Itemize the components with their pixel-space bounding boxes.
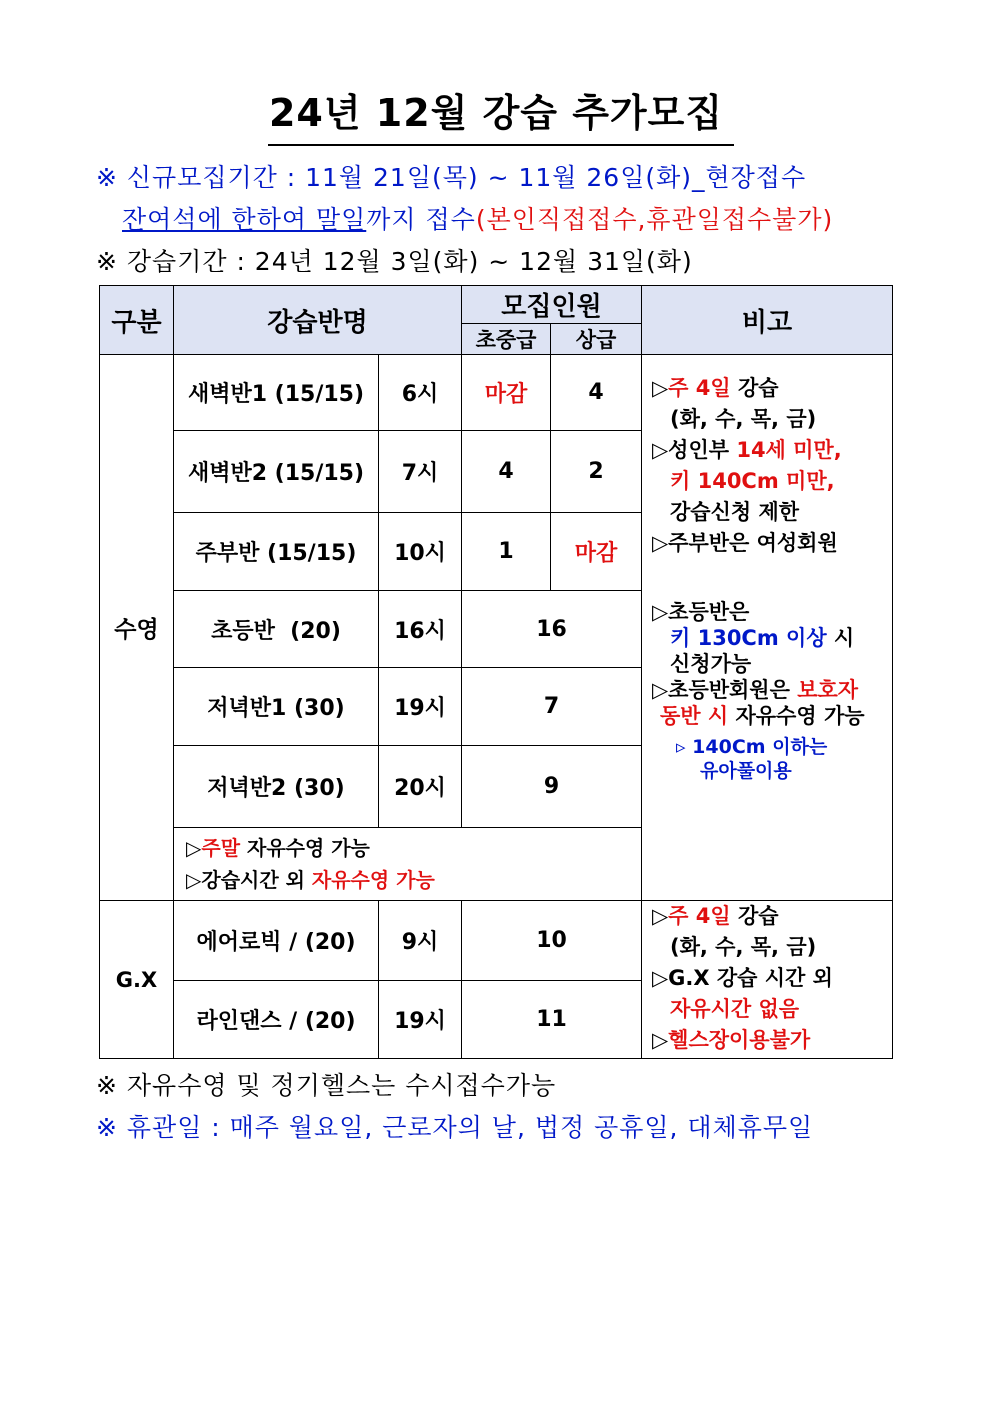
count-total: 11 — [462, 981, 642, 1059]
note-text: G.X 강습 시간 외 — [668, 966, 833, 990]
note-text: 14세 미만, — [736, 438, 842, 462]
header-category: 구분 — [100, 286, 174, 355]
swim-remarks — [642, 355, 893, 901]
note-text: 자유수영 가능 — [240, 836, 370, 860]
class-name: 주부반 (15/15) — [174, 513, 379, 591]
note-text: 140Cm 이하는 — [692, 736, 828, 758]
header-level-upper: 상급 — [551, 324, 642, 355]
note-text: 강습신청 제한 — [670, 500, 800, 524]
note-text: 유아풀이용 — [700, 760, 792, 782]
remaining-seats-notice — [122, 200, 833, 236]
count-basic: 4 — [462, 431, 551, 513]
free-swim-notes — [174, 828, 642, 901]
count-upper: 마감 — [551, 513, 642, 591]
triangle-bullet-icon: ▷ — [186, 868, 202, 892]
triangle-bullet-icon: ▷ — [652, 438, 669, 462]
remaining-seats-text: 잔여석에 한하여 말일 — [122, 205, 367, 234]
note-text: 시 — [826, 626, 855, 650]
class-name: 새벽반2 (15/15) — [174, 431, 379, 513]
note-text: (화, 수, 목, 금) — [670, 935, 817, 959]
note-text: 동반 시 — [660, 704, 729, 728]
note-text: 신청가능 — [670, 652, 752, 676]
title-underline — [268, 144, 734, 146]
class-time: 16시 — [379, 591, 462, 668]
triangle-bullet-icon: ▷ — [652, 678, 669, 702]
table-row — [100, 901, 893, 981]
note-text: 강습 — [730, 904, 779, 928]
note-text: 초등반은 — [668, 600, 750, 624]
class-time: 20시 — [379, 746, 462, 828]
note-text: 주말 — [201, 836, 241, 860]
class-time: 6시 — [379, 355, 462, 431]
class-time: 9시 — [379, 901, 462, 981]
class-name: 저녁반1 (30) — [174, 668, 379, 746]
count-upper: 4 — [551, 355, 642, 431]
note-text: 강습 — [730, 376, 779, 400]
count-total: 9 — [462, 746, 642, 828]
class-time: 19시 — [379, 668, 462, 746]
header-class-name: 강습반명 — [174, 286, 462, 355]
class-name: 라인댄스 / (20) — [174, 981, 379, 1059]
note-text: 초등반회원은 — [668, 678, 798, 702]
registration-period: ※ 신규모집기간 : 11월 21일(목) ~ 11월 26일(화)_현장접수 — [96, 163, 807, 192]
small-triangle-bullet-icon: ▹ — [676, 736, 686, 758]
note-text: 주 4일 — [668, 904, 731, 928]
class-name: 저녁반2 (30) — [174, 746, 379, 828]
schedule-table — [99, 285, 893, 1059]
gx-remarks — [642, 901, 893, 1059]
note-text: 자유시간 없음 — [670, 997, 800, 1021]
page-title: 24년 12월 강습 추가모집 — [268, 91, 724, 135]
note-text: 주부반은 여성회원 — [668, 531, 838, 555]
class-name: 새벽반1 (15/15) — [174, 355, 379, 431]
header-level-basic: 초중급 — [462, 324, 551, 355]
triangle-bullet-icon: ▷ — [652, 1028, 669, 1052]
category-gx: G.X — [100, 901, 174, 1059]
header-recruit: 모집인원 — [462, 286, 642, 324]
class-time: 7시 — [379, 431, 462, 513]
note-text: 강습시간 외 — [201, 868, 312, 892]
header-row — [100, 286, 893, 324]
triangle-bullet-icon: ▷ — [652, 966, 669, 990]
count-total: 7 — [462, 668, 642, 746]
note-text: 헬스장이용불가 — [668, 1028, 811, 1052]
class-time: 10시 — [379, 513, 462, 591]
count-basic: 마감 — [462, 355, 551, 431]
count-basic: 1 — [462, 513, 551, 591]
class-name: 에어로빅 / (20) — [174, 901, 379, 981]
category-swim: 수영 — [100, 355, 174, 901]
registration-conditions: (본인직접접수,휴관일접수불가) — [475, 205, 834, 234]
count-total: 10 — [462, 901, 642, 981]
class-period: ※ 강습기간 : 24년 12월 3일(화) ~ 12월 31일(화) — [96, 247, 693, 276]
footer-note-registration: ※ 자유수영 및 정기헬스는 수시접수가능 — [96, 1071, 557, 1100]
footer-note-closed-days: ※ 휴관일 : 매주 월요일, 근로자의 날, 법정 공휴일, 대체휴무일 — [96, 1113, 814, 1142]
triangle-bullet-icon: ▷ — [652, 531, 669, 555]
triangle-bullet-icon: ▷ — [186, 836, 202, 860]
note-text: 보호자 — [797, 678, 859, 702]
class-time: 19시 — [379, 981, 462, 1059]
remaining-seats-rest: 까지 접수 — [366, 205, 476, 234]
count-total: 16 — [462, 591, 642, 668]
class-name: 초등반 (20) — [174, 591, 379, 668]
note-spacer — [652, 559, 888, 599]
triangle-bullet-icon: ▷ — [652, 904, 669, 928]
note-text: 성인부 — [668, 438, 737, 462]
note-text: 키 140Cm 미만, — [670, 469, 835, 493]
note-text: 자유수영 가능 — [728, 704, 865, 728]
note-text: 키 130Cm 이상 — [670, 626, 827, 650]
note-text: (화, 수, 목, 금) — [670, 407, 817, 431]
count-upper: 2 — [551, 431, 642, 513]
triangle-bullet-icon: ▷ — [652, 376, 669, 400]
note-text: 자유수영 가능 — [311, 868, 435, 892]
table-row — [100, 355, 893, 431]
triangle-bullet-icon: ▷ — [652, 600, 669, 624]
note-text: 주 4일 — [668, 376, 731, 400]
header-remarks: 비고 — [642, 286, 893, 355]
